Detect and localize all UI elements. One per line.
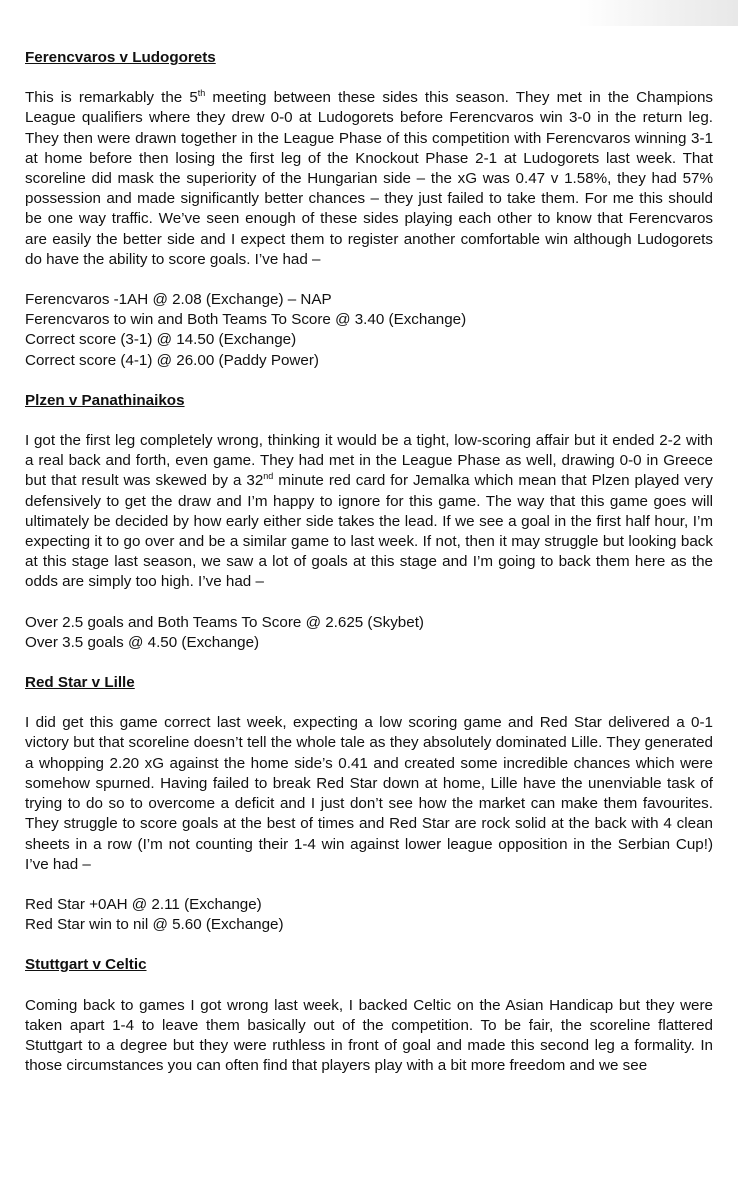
ordinal-suffix: th — [197, 88, 206, 99]
section-paragraph — [25, 88, 713, 270]
section-heading: Plzen v Panathinaikos — [25, 391, 185, 409]
bet-list — [25, 613, 713, 653]
bet-list — [25, 895, 713, 935]
bet-line: Correct score (4-1) @ 26.00 (Paddy Power) — [25, 351, 319, 369]
paragraph-text: meeting between these sides this season. They met in the Champions League qualifiers where they drew 0-0 at Ludogorets before Ferencvaros win 3-0 in the return leg. They then were drawn together in the League Phase of this competition with Ferencvaros winning 3-1 at home before then losing the first leg of the Knockout Phase 2-1 at Ludogorets last week. That scoreline did mask the superiority of the Hungarian side – the xG was 0.47 v 1.58%, they had 57% possession and made significantly better chances – they just failed to take them. For me this should be one way traffic. We’ve seen enough of these sides playing each other to know that Ferencvaros are easily the better side and I expect them to register another comfortable win although Ludogorets do have the ability to score goals. I’ve had – — [25, 89, 713, 268]
bet-list — [25, 290, 713, 371]
section-paragraph — [25, 431, 713, 593]
section-heading: Red Star v Lille — [25, 674, 135, 692]
paragraph-text: minute red card for Jemalka which mean that Plzen played very defensively to get the draw and I’m happy to ignore for this game. The way that this game goes will ultimately be decided by how early either side takes the lead. If we see a goal in the first half hour, I’m expecting it to go over and be a similar game to last week. If not, then it may struggle but looking back at this stage last season, we saw a lot of goals at this stage and I’m going to back them here as the odds are simply too high. I’ve had – — [25, 472, 713, 591]
bet-line: Over 2.5 goals and Both Teams To Score @ 2.625 (Skybet) — [25, 613, 424, 631]
bet-line: Ferencvaros -1AH @ 2.08 (Exchange) – NAP — [25, 291, 332, 309]
section-heading: Stuttgart v Celtic — [25, 956, 147, 974]
section-heading: Ferencvaros v Ludogorets — [25, 49, 216, 66]
section-paragraph — [25, 996, 713, 1077]
bet-line: Red Star +0AH @ 2.11 (Exchange) — [25, 895, 262, 913]
section-paragraph — [25, 713, 713, 875]
paragraph-text: Coming back to games I got wrong last week, I backed Celtic on the Asian Handicap but they were taken apart 1-4 to leave them basically out of the competition. To be fair, the scoreline flattered Stuttgart to a degree but they were ruthless in front of goal and made this second leg a formality. In those circumstances you can often find that players play with a bit more freedom and we see — [25, 996, 713, 1075]
top-edge-shadow — [578, 0, 738, 26]
paragraph-text: This is remarkably the 5 — [25, 89, 198, 107]
ordinal-suffix: nd — [263, 471, 274, 482]
bet-line: Ferencvaros to win and Both Teams To Score @ 3.40 (Exchange) — [25, 311, 467, 329]
bet-line: Correct score (3-1) @ 14.50 (Exchange) — [25, 331, 297, 349]
document-body — [25, 48, 713, 1096]
paragraph-text: I got the first leg completely wrong, thinking it would be a tight, low-scoring affair but it ended 2-2 with a real back and forth, even game. They had met in the League Phase as well, drawing 0-0 in Greece but that result was skewed by a 32 — [25, 432, 713, 490]
paragraph-text: I did get this game correct last week, expecting a low scoring game and Red Star delivered a 0-1 victory but that scoreline doesn’t tell the whole tale as they absolutely dominated Lille. They generated a whopping 2.20 xG against the home side’s 0.41 and created some incredible chances which were somehow spurned. Having failed to break Red Star down at home, Lille have the unenviable task of trying to do so to overcome a deficit and I just don’t see how the market can make them favourites. They struggle to score goals at the best of times and Red Star are rock solid at the back with 4 clean sheets in a row (I’m not counting their 1-4 win against lower league opposition in the Serbian Cup!) I’ve had – — [25, 714, 713, 873]
bet-line: Red Star win to nil @ 5.60 (Exchange) — [25, 916, 284, 934]
bet-line: Over 3.5 goals @ 4.50 (Exchange) — [25, 633, 260, 651]
